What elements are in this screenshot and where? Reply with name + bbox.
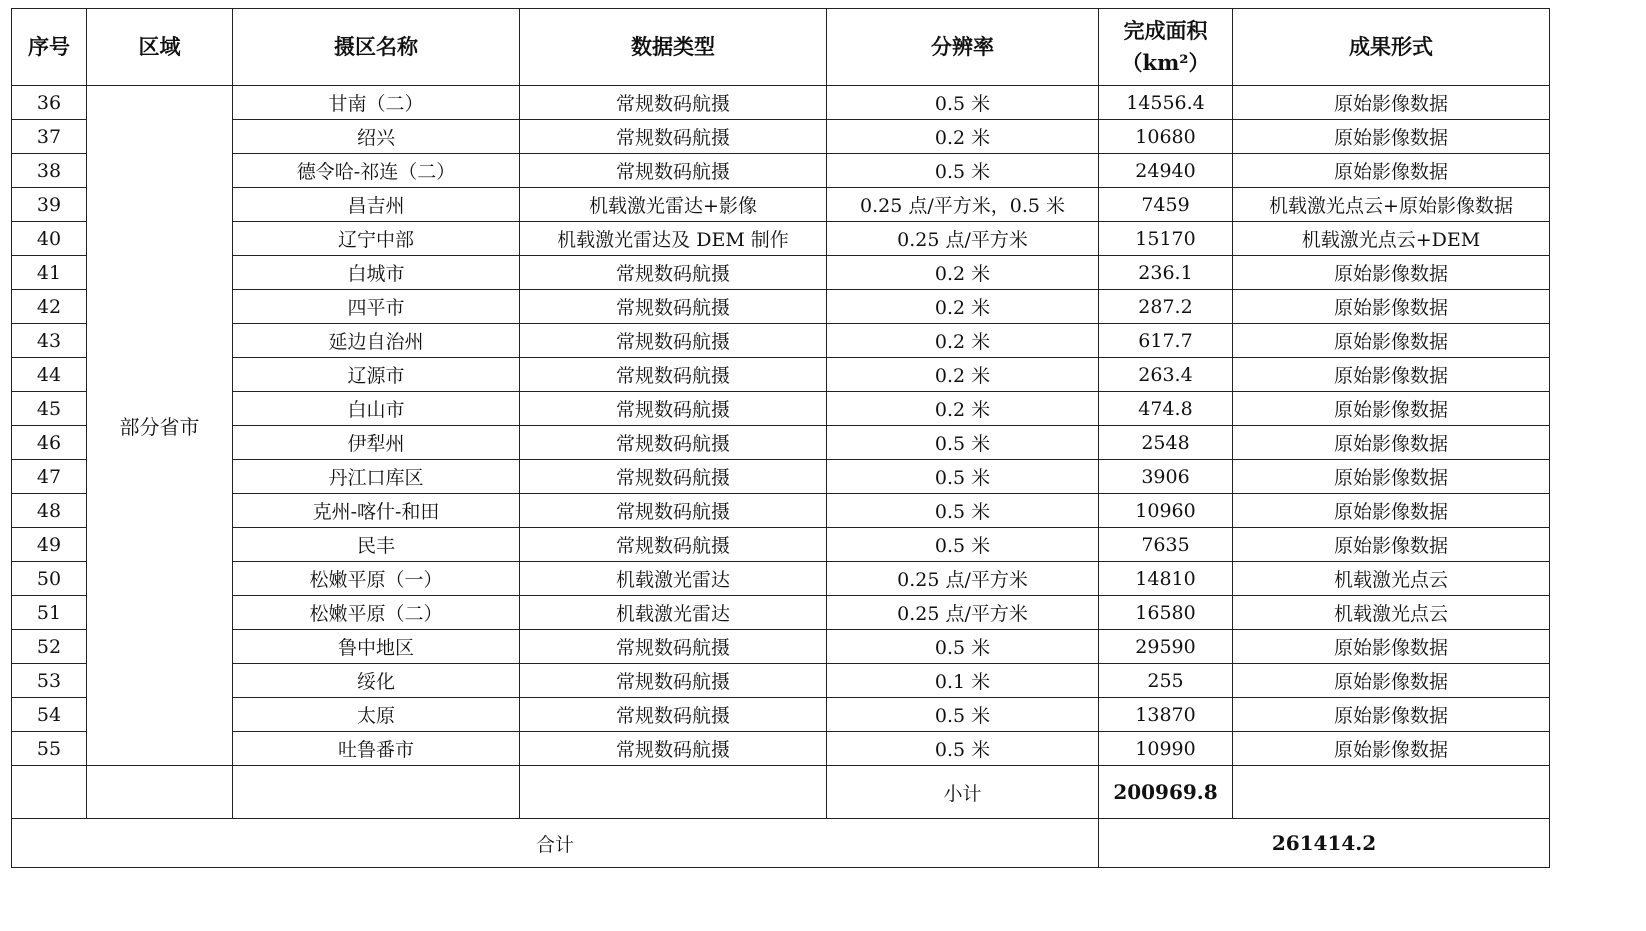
header-region: 区域 [87, 9, 233, 86]
row-result-form: 原始影像数据 [1233, 426, 1550, 460]
row-area-name: 鲁中地区 [233, 630, 520, 664]
row-completed-area: 14810 [1099, 562, 1233, 596]
row-data-type: 常规数码航摄 [520, 86, 827, 120]
row-data-type: 机载激光雷达 [520, 596, 827, 630]
table-row [12, 120, 1550, 154]
row-data-type: 机载激光雷达 [520, 562, 827, 596]
row-data-type: 常规数码航摄 [520, 698, 827, 732]
row-completed-area: 2548 [1099, 426, 1233, 460]
row-seq: 43 [12, 324, 87, 358]
row-result-form: 原始影像数据 [1233, 460, 1550, 494]
row-area-name: 德令哈-祁连（二） [233, 154, 520, 188]
table-row [12, 154, 1550, 188]
row-area-name: 辽宁中部 [233, 222, 520, 256]
row-resolution: 0.2 米 [827, 358, 1099, 392]
row-resolution: 0.5 米 [827, 732, 1099, 766]
row-completed-area: 16580 [1099, 596, 1233, 630]
table-row [12, 256, 1550, 290]
row-resolution: 0.1 米 [827, 664, 1099, 698]
header-seq: 序号 [12, 9, 87, 86]
row-result-form: 原始影像数据 [1233, 154, 1550, 188]
row-result-form: 原始影像数据 [1233, 392, 1550, 426]
row-seq: 41 [12, 256, 87, 290]
row-result-form: 原始影像数据 [1233, 630, 1550, 664]
row-resolution: 0.5 米 [827, 698, 1099, 732]
subtotal-empty-1 [12, 766, 87, 819]
header-completed-area-line1: 完成面积 [1123, 18, 1208, 43]
row-completed-area: 474.8 [1099, 392, 1233, 426]
table-row [12, 494, 1550, 528]
table-row [12, 460, 1550, 494]
row-result-form: 原始影像数据 [1233, 494, 1550, 528]
row-completed-area: 14556.4 [1099, 86, 1233, 120]
aerial-survey-table [11, 8, 1550, 868]
row-completed-area: 24940 [1099, 154, 1233, 188]
table-row [12, 664, 1550, 698]
row-seq: 47 [12, 460, 87, 494]
row-data-type: 常规数码航摄 [520, 630, 827, 664]
row-area-name: 白山市 [233, 392, 520, 426]
row-completed-area: 10960 [1099, 494, 1233, 528]
row-area-name: 伊犁州 [233, 426, 520, 460]
subtotal-empty-2 [87, 766, 233, 819]
row-completed-area: 10990 [1099, 732, 1233, 766]
total-label: 合计 [12, 819, 1099, 868]
row-result-form: 原始影像数据 [1233, 290, 1550, 324]
row-area-name: 延边自治州 [233, 324, 520, 358]
region-cell: 部分省市 [87, 86, 233, 766]
row-data-type: 常规数码航摄 [520, 324, 827, 358]
row-data-type: 机载激光雷达+影像 [520, 188, 827, 222]
row-completed-area: 13870 [1099, 698, 1233, 732]
header-data-type: 数据类型 [520, 9, 827, 86]
row-result-form: 原始影像数据 [1233, 324, 1550, 358]
row-area-name: 太原 [233, 698, 520, 732]
row-data-type: 常规数码航摄 [520, 154, 827, 188]
row-result-form: 机载激光点云+DEM [1233, 222, 1550, 256]
header-result-form: 成果形式 [1233, 9, 1550, 86]
total-value: 261414.2 [1099, 819, 1550, 868]
row-completed-area: 7459 [1099, 188, 1233, 222]
subtotal-value: 200969.8 [1099, 766, 1233, 819]
row-data-type: 常规数码航摄 [520, 358, 827, 392]
row-resolution: 0.2 米 [827, 120, 1099, 154]
table-row [12, 358, 1550, 392]
row-result-form: 原始影像数据 [1233, 86, 1550, 120]
table-row [12, 562, 1550, 596]
row-seq: 44 [12, 358, 87, 392]
row-seq: 48 [12, 494, 87, 528]
row-seq: 55 [12, 732, 87, 766]
row-result-form: 原始影像数据 [1233, 256, 1550, 290]
row-completed-area: 15170 [1099, 222, 1233, 256]
row-area-name: 松嫩平原（一） [233, 562, 520, 596]
header-resolution: 分辨率 [827, 9, 1099, 86]
row-resolution: 0.25 点/平方米，0.5 米 [827, 188, 1099, 222]
row-resolution: 0.2 米 [827, 290, 1099, 324]
row-result-form: 原始影像数据 [1233, 664, 1550, 698]
row-resolution: 0.2 米 [827, 324, 1099, 358]
table-row [12, 290, 1550, 324]
row-resolution: 0.5 米 [827, 460, 1099, 494]
table-row [12, 698, 1550, 732]
row-data-type: 常规数码航摄 [520, 392, 827, 426]
row-data-type: 常规数码航摄 [520, 120, 827, 154]
row-seq: 54 [12, 698, 87, 732]
row-resolution: 0.5 米 [827, 154, 1099, 188]
table-row [12, 392, 1550, 426]
row-data-type: 常规数码航摄 [520, 664, 827, 698]
row-seq: 39 [12, 188, 87, 222]
row-completed-area: 236.1 [1099, 256, 1233, 290]
row-seq: 49 [12, 528, 87, 562]
row-completed-area: 287.2 [1099, 290, 1233, 324]
row-seq: 46 [12, 426, 87, 460]
row-result-form: 原始影像数据 [1233, 732, 1550, 766]
row-result-form: 原始影像数据 [1233, 528, 1550, 562]
row-data-type: 常规数码航摄 [520, 460, 827, 494]
subtotal-empty-3 [233, 766, 520, 819]
table-row [12, 86, 1550, 120]
row-seq: 42 [12, 290, 87, 324]
row-seq: 37 [12, 120, 87, 154]
table-row [12, 732, 1550, 766]
row-seq: 38 [12, 154, 87, 188]
row-seq: 36 [12, 86, 87, 120]
row-completed-area: 7635 [1099, 528, 1233, 562]
header-row [12, 9, 1550, 86]
row-result-form: 机载激光点云 [1233, 596, 1550, 630]
row-resolution: 0.25 点/平方米 [827, 222, 1099, 256]
row-resolution: 0.5 米 [827, 86, 1099, 120]
row-result-form: 原始影像数据 [1233, 120, 1550, 154]
row-area-name: 绥化 [233, 664, 520, 698]
subtotal-empty-5 [1233, 766, 1550, 819]
row-completed-area: 263.4 [1099, 358, 1233, 392]
row-area-name: 辽源市 [233, 358, 520, 392]
row-seq: 40 [12, 222, 87, 256]
row-area-name: 松嫩平原（二） [233, 596, 520, 630]
table-row [12, 426, 1550, 460]
row-data-type: 常规数码航摄 [520, 426, 827, 460]
row-area-name: 吐鲁番市 [233, 732, 520, 766]
row-seq: 45 [12, 392, 87, 426]
row-area-name: 民丰 [233, 528, 520, 562]
row-completed-area: 29590 [1099, 630, 1233, 664]
row-resolution: 0.5 米 [827, 426, 1099, 460]
total-row [12, 819, 1550, 868]
row-result-form: 原始影像数据 [1233, 358, 1550, 392]
row-seq: 52 [12, 630, 87, 664]
row-completed-area: 3906 [1099, 460, 1233, 494]
table-row [12, 630, 1550, 664]
row-resolution: 0.5 米 [827, 528, 1099, 562]
subtotal-empty-4 [520, 766, 827, 819]
row-data-type: 常规数码航摄 [520, 528, 827, 562]
row-result-form: 原始影像数据 [1233, 698, 1550, 732]
row-completed-area: 255 [1099, 664, 1233, 698]
header-area-name: 摄区名称 [233, 9, 520, 86]
table-row [12, 324, 1550, 358]
row-data-type: 常规数码航摄 [520, 732, 827, 766]
row-completed-area: 10680 [1099, 120, 1233, 154]
row-result-form: 机载激光点云+原始影像数据 [1233, 188, 1550, 222]
header-completed-area [1099, 9, 1233, 86]
row-data-type: 常规数码航摄 [520, 256, 827, 290]
row-area-name: 白城市 [233, 256, 520, 290]
subtotal-label: 小计 [827, 766, 1099, 819]
row-data-type: 机载激光雷达及 DEM 制作 [520, 222, 827, 256]
row-resolution: 0.5 米 [827, 630, 1099, 664]
row-area-name: 甘南（二） [233, 86, 520, 120]
row-area-name: 丹江口库区 [233, 460, 520, 494]
row-area-name: 昌吉州 [233, 188, 520, 222]
row-area-name: 绍兴 [233, 120, 520, 154]
row-seq: 53 [12, 664, 87, 698]
row-area-name: 四平市 [233, 290, 520, 324]
table-row [12, 596, 1550, 630]
row-resolution: 0.5 米 [827, 494, 1099, 528]
row-resolution: 0.2 米 [827, 392, 1099, 426]
table-row [12, 188, 1550, 222]
row-completed-area: 617.7 [1099, 324, 1233, 358]
row-result-form: 机载激光点云 [1233, 562, 1550, 596]
row-resolution: 0.25 点/平方米 [827, 562, 1099, 596]
header-completed-area-line2: （km²） [1121, 50, 1210, 75]
row-seq: 51 [12, 596, 87, 630]
subtotal-row [12, 766, 1550, 819]
row-resolution: 0.25 点/平方米 [827, 596, 1099, 630]
table-row [12, 222, 1550, 256]
row-resolution: 0.2 米 [827, 256, 1099, 290]
row-seq: 50 [12, 562, 87, 596]
table-row [12, 528, 1550, 562]
row-data-type: 常规数码航摄 [520, 494, 827, 528]
row-area-name: 克州-喀什-和田 [233, 494, 520, 528]
row-data-type: 常规数码航摄 [520, 290, 827, 324]
